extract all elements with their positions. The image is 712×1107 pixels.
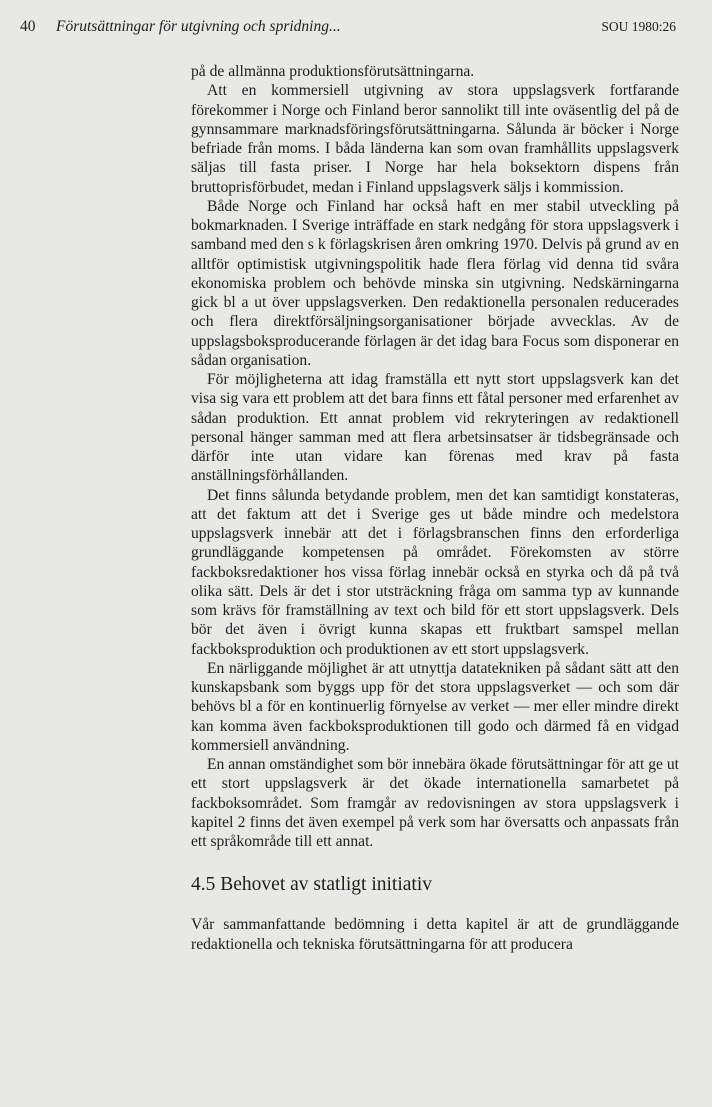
paragraph: För möjligheterna att idag framställa ett nytt stort uppslagsverk kan det visa sig vara ett problem att det bara finns ett fåtal personer med erfarenhet av sådan produktion. Ett annat problem vid rekryteringen av redaktionell personal hänger samman med att flera arbetsinsatser är tidsbegränsade och därför inte utan vidare kan förenas med krav på fasta anställningsförhållanden. bbox=[191, 371, 679, 485]
section-heading: 4.5 Behovet av statligt initiativ bbox=[191, 874, 433, 896]
paragraph: Att en kommersiell utgivning av stora uppslagsverk fortfarande förekommer i Norge och Finland beror sannolikt till inte oväsentlig del på de gynnsammare marknadsföringsförutsättningarna. Sålunda är böcker i Norge befriade från moms. I båda länderna kan som ovan framhållits uppslagsverk säljas till fasta priser. I Norge har hela boksektorn dispens från bruttoprisförbudet, medan i Finland uppslagsverk säljs i kommission. bbox=[191, 82, 679, 196]
paragraph: Vår sammanfattande bedömning i detta kapitel är att de grundläggande redaktionella och tekniska förutsättningarna för att producera bbox=[191, 916, 679, 953]
paragraph: En annan omständighet som bör innebära ökade förutsättningar för att ge ut ett stort uppslagsverk är det ökade internationella samarbetet på fackboksområdet. Som framgår av redovisningen av stora uppslagsverk i kapitel 2 finns det även exempel på verk som har översatts och anpassats från ett språkområde till ett annat. bbox=[191, 756, 679, 850]
report-id: SOU 1980:26 bbox=[601, 19, 676, 34]
paragraph: Både Norge och Finland har också haft en mer stabil utveckling på bokmarknaden. I Sverige inträffade en stark nedgång för stora uppslagsverk i samband med den s k förlagskrisen åren omkring 1970. Delvis på grund av en alltför optimistisk utgivningspolitik hade flera förlag vid denna tid svåra ekonomiska problem och behövde minska sin utgivning. Nedskärningarna gick bl a ut över uppslagsverken. Den redaktionella personalen reducerades och flera direktförsäljningsorganisationer började avvecklas. Av de uppslagsboksproducerande förlagen är det idag bara Focus som disponerar en sådan organisation. bbox=[191, 197, 679, 369]
paragraph: på de allmänna produktionsförutsättningarna. bbox=[191, 63, 475, 80]
page-number: 40 bbox=[20, 18, 36, 35]
paragraph: Det finns sålunda betydande problem, men det kan samtidigt konstateras, att det faktum att det i Sverige ges ut både mindre och medelstora uppslagsverk innebär att det i förlagsbranschen finns den erforderliga grundläggande kompetensen på området. Förekomsten av större fackboksredaktioner hos vissa förlag innebär också en styrka och då på två olika sätt. Dels är det i stor utsträckning fråga om samma typ av kunnande som krävs för framställning av text och bild för ett stort uppslagsverk. Dels bör det även i övrigt kunna skapas ett fruktbart samspel mellan fackboksproduktion och produktionen av ett stort uppslagsverk. bbox=[191, 486, 679, 658]
running-title: Förutsättningar för utgivning och spridning... bbox=[56, 18, 341, 35]
page-header bbox=[20, 18, 676, 42]
paragraph: En närliggande möjlighet är att utnyttja datatekniken på sådant sätt att den kunskapsbank som byggs upp för det stora uppslagsverket — och som där behövs bl a för en kontinuerlig förnyelse av verket — mer eller mindre direkt kan komma även fackboksproduktionen till godo och därmed få en vidgad kommersiell användning. bbox=[191, 659, 679, 754]
body-text bbox=[191, 62, 679, 954]
